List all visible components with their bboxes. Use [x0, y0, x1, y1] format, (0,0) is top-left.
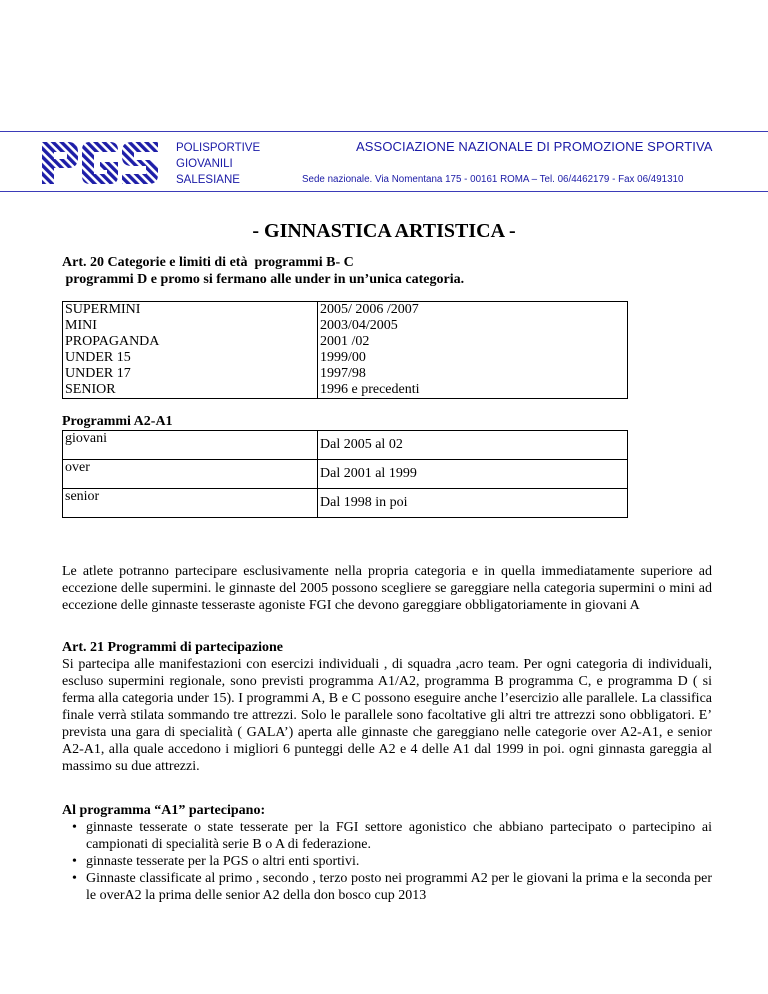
category-name: MINI — [65, 318, 97, 333]
list-item — [62, 819, 712, 853]
table-row — [63, 489, 628, 518]
headquarters-address: Sede nazionale. Via Nomentana 175 - 00161 ROMA – Tel. 06/4462179 - Fax 06/491310 — [302, 174, 684, 185]
age-categories-table — [62, 301, 628, 399]
table-row — [63, 431, 628, 460]
bullet-icon: • — [72, 820, 77, 835]
category-name: PROPAGANDA — [65, 334, 160, 349]
a1-heading: Al programma “A1” partecipano: — [62, 803, 266, 818]
art20-heading — [62, 254, 464, 288]
table-row — [63, 302, 628, 399]
category-name: UNDER 17 — [65, 366, 131, 381]
category-name: UNDER 15 — [65, 350, 131, 365]
programs-table — [62, 430, 628, 518]
list-item-text: ginnaste tesserate o state tesserate per la FGI settore agonistico che abbiano partecipato o partecipino ai campionati di specialità serie B o A di federazione. — [86, 820, 712, 852]
art21-heading: Art. 21 Programmi di partecipazione — [62, 640, 283, 655]
category-years: 2001 /02 — [320, 334, 370, 349]
bullet-icon: • — [72, 854, 77, 869]
list-item — [62, 870, 712, 904]
art20-heading-line2: programmi D e promo si fermano alle under in un’unica categoria. — [62, 272, 465, 287]
table-row — [63, 460, 628, 489]
list-item-text: Ginnaste classificate al primo , secondo , terzo posto nei programmi A2 per le giovani la prima e la seconda per le overA2 la prima delle senior A2 della don bosco cup 2013 — [86, 871, 712, 903]
association-name: ASSOCIAZIONE NAZIONALE DI PROMOZIONE SPORTIVA — [356, 139, 713, 154]
list-item — [62, 853, 712, 870]
category-years: 1996 e precedenti — [320, 382, 420, 397]
org-line-2: GIOVANILI — [176, 158, 233, 170]
program-name: over — [63, 460, 318, 489]
eligibility-paragraph: Le atlete potranno partecipare esclusivamente nella propria categoria e in quella immediatamente superiore ad eccezione delle supermini. le ginnaste del 2005 possono scegliere se gareggiare nella categoria supermini o mini ad eccezione delle ginnaste tesseraste agoniste FGI che devono gareggiare obbligatoriamente in giovani A — [62, 564, 712, 613]
org-line-1: POLISPORTIVE — [176, 142, 261, 154]
program-name: giovani — [63, 431, 318, 460]
category-years: 2003/04/2005 — [320, 318, 398, 333]
program-years: Dal 2001 al 1999 — [318, 460, 628, 489]
a1-list — [62, 819, 712, 904]
organization-name — [176, 140, 260, 188]
org-line-3: SALESIANE — [176, 174, 240, 186]
art20-heading-line1: Art. 20 Categorie e limiti di età programmi B- C — [62, 255, 354, 270]
list-item-text: ginnaste tesserate per la PGS o altri enti sportivi. — [86, 854, 360, 869]
category-years: 2005/ 2006 /2007 — [320, 302, 419, 317]
programs-title: Programmi A2-A1 — [62, 414, 173, 429]
bullet-icon: • — [72, 871, 77, 886]
pgs-logo-icon — [38, 138, 162, 186]
header-bottom-rule — [0, 191, 768, 192]
program-years: Dal 2005 al 02 — [318, 431, 628, 460]
header-top-rule — [0, 131, 768, 132]
category-name: SENIOR — [65, 382, 116, 397]
page-title: - GINNASTICA ARTISTICA - — [252, 220, 516, 242]
program-years: Dal 1998 in poi — [318, 489, 628, 518]
category-years: 1999/00 — [320, 350, 366, 365]
category-name: SUPERMINI — [65, 302, 141, 317]
program-name: senior — [63, 489, 318, 518]
category-years: 1997/98 — [320, 366, 366, 381]
participation-paragraph: Si partecipa alle manifestazioni con esercizi individuali , di squadra ,acro team. Per ogni categoria di individuali, escluso supermini regionale, sono previsti programma A1/A2, programma B programma C, e programma D ( si ferma alla categoria under 15). I programmi A, B e C possono eseguire anche l’esercizio alle parallele. La classifica finale verrà stilata sommando tre attrezzi. Solo le parallele sono facoltative gli altri tre attrezzi sono obbligatori. E’ prevista una gara di specialità ( GALA’) aperta alle ginnaste che gareggiano nelle categorie over A2-A1, e senior A2-A1, alla quale accedono i migliori 6 punteggi delle A2 e 4 delle A1 dal 1999 in poi. ogni ginnasta gareggia al massimo su due attrezzi. — [62, 657, 712, 774]
